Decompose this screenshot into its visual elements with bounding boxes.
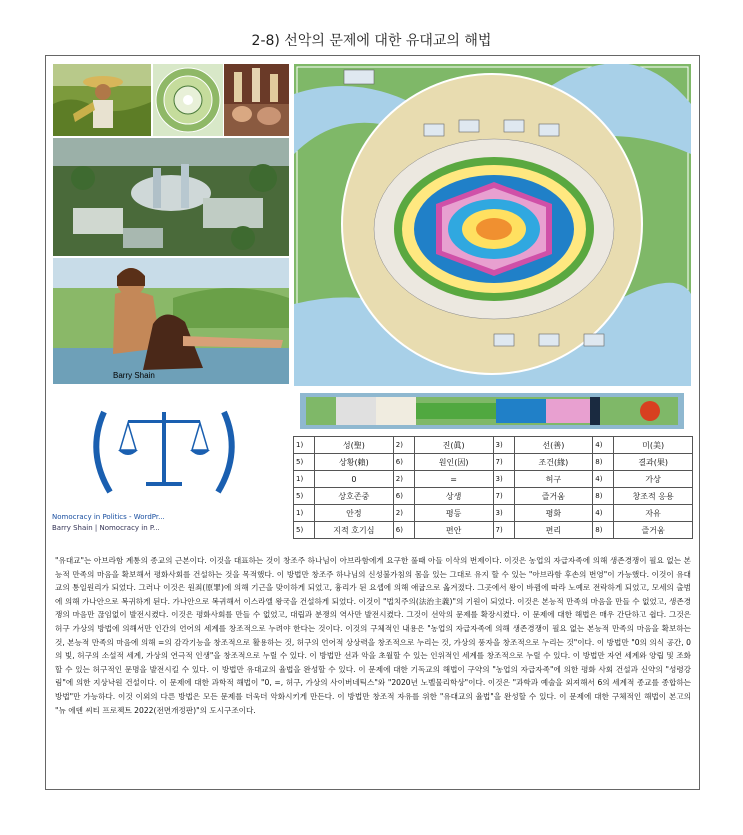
scales-icon (52, 392, 290, 512)
toast-photo (224, 64, 289, 136)
logo-caption-author: Barry Shain | Nomocracy in P... (52, 524, 160, 532)
table-cell-number: 7) (493, 522, 514, 539)
adam-eve-illustration (53, 258, 289, 384)
table-row (294, 471, 693, 488)
logo-caption (52, 512, 252, 534)
table-cell-value: 상황(賴) (315, 454, 394, 471)
table-cell-value: 자유 (614, 505, 693, 522)
table-cell-value: 지적 호기심 (315, 522, 394, 539)
table-cell-value: 편안 (414, 522, 493, 539)
table-cell-number: 3) (493, 437, 514, 454)
table-cell-number: 8) (593, 454, 614, 471)
table-cell-value: 조건(緣) (514, 454, 593, 471)
table-cell-value: 미(美) (614, 437, 693, 454)
table-row (294, 488, 693, 505)
table-cell-value: 허구 (514, 471, 593, 488)
table-cell-number: 4) (593, 471, 614, 488)
values-table (293, 436, 693, 539)
table-cell-value: 평화 (514, 505, 593, 522)
table-cell-number: 8) (593, 522, 614, 539)
table-cell-value: 원인(因) (414, 454, 493, 471)
section-strip-illustration (300, 393, 684, 429)
table-row (294, 437, 693, 454)
table-cell-value: 창조적 응용 (614, 488, 693, 505)
table-cell-value: 가상 (614, 471, 693, 488)
toast-illustration (224, 64, 289, 136)
city-plan-illustration (153, 64, 223, 136)
table-cell-number: 6) (393, 488, 414, 505)
future-city-illustration (53, 138, 289, 256)
table-cell-number: 2) (393, 437, 414, 454)
farmer-illustration (53, 64, 151, 136)
adam-eve-painting (53, 258, 289, 384)
table-cell-number: 3) (493, 505, 514, 522)
table-cell-number: 6) (393, 454, 414, 471)
table-cell-value: 즐거움 (514, 488, 593, 505)
logo-caption-site[interactable]: Nomocracy in Politics - WordPr... (52, 513, 165, 521)
table-cell-value: 결과(果) (614, 454, 693, 471)
painting-signature: Barry Shain (113, 371, 155, 380)
city-master-plan (294, 64, 691, 386)
master-plan-illustration (294, 64, 691, 386)
table-cell-number: 5) (294, 454, 315, 471)
city-section-strip (300, 393, 684, 429)
table-cell-number: 1) (294, 471, 315, 488)
table-cell-number: 7) (493, 488, 514, 505)
table-cell-number: 8) (593, 488, 614, 505)
body-paragraph: "유대교"는 아브라함 계통의 종교의 근본이다. 이것을 대표하는 것이 창조주 하나님이 아브라함에게 요구한 풀때 아들 이삭의 번제이다. 이것은 농업의 자급자족에 의해 생존경쟁이 필요 없는 본능적 만족의 마음을 확보해서 평화사회를 건설하는 것을 목적했다. 이 방법만 창조주 하나님의 신성불가침의 몸을 있는 그대로 유지 할 수 있는 "아브라함 후손의 번영"이 가능했다. 이것이 유대교의 통일원리가 되었다. 그러나 이것은 원죄(原罪)에 의해 기근을 맞이하게 되었고, 흉리가 된 요셉에 의해 애굽으로 옮겨졌다. 그곳에서 왕이 바뀜에 따라 노예로 전락하게 되었고, 모세의 출범에 의해 가나안으로 복귀하게 된다. 가나안으로 복귀해서 이스라엘 왕국을 건설하게 되었다. 이것이 "법치주의(法治主義)"의 기원이 되었다. 이것은 본능적 만족의 마음을 만들 수 없었고, 생존경쟁의 마음만 끊임없이 발전시켰다. 이것은 평화사회를 만들 수 없었고, 대립과 분쟁의 역사만 발전시켰다. 그것이 선악의 문제를 확장시켰다. 이 문제에 대한 해법은 매우 간단하고 쉽다. 그것은 허구 가상의 방법에 의해서만 인간의 언어의 세계를 창조적으로 누려야 한다는 것이다. 이것의 구체적인 내용은 "농업의 자급자족에 의해 생존경쟁이 필요 없는 본능적 만족의 마음을 확보하는 것, 본능적 만족의 마음에 의해 =의 감각기능을 창조적으로 활용하는 것, 허구의 언어적 상상력을 창조적으로 누리는 것, 가상의 풍자을 창조적으로 누리는 것"이다. 이 방법만 "0의 의식 공간, 0의 빛, 허구의 소설적 세계, 가상의 연극적 인생"을 창조적으로 누릴 수 있다. 이 방법만 선과 악을 초월할 수 있는 인위적인 세계를 창조적으로 누릴 수 있다. 이 방법만 자연 세계와 양립 및 조화할 수 있는 허구적인 문명을 발전시킬 수 있다. 이 방법만 유대교의 율법을 완성할 수 있다. 이 문제에 대한 기독교의 해법이 구약의 "농업의 자급자족"에 의한 평화 사회 건설과 신약의 "성령강림"에 의한 지상낙원 건설이다. 이 문제에 대한 과학적 해법이 "0, =, 허구, 가상의 사이버네틱스"와 "2020년 노벨물리학상"이다. 이것은 "과학과 예술을 외져해서 6의 세계적 종교를 종합하는 방법"만 가능하다. 이것 이외의 다른 방법은 모든 문제를 더욱더 악화시키게 만든다. 이 방법만 창조적 자유를 위한 "유대교의 율법"을 완성할 수 있다. 이 문제에 대한 구체적인 해법이 본고의 "뉴 에덴 씨티 프로젝트 2022(전면개정판)"의 도시구조이다. (55, 556, 691, 715)
table-cell-value: 편리 (514, 522, 593, 539)
table-cell-number: 4) (593, 505, 614, 522)
future-city-photo (53, 138, 289, 256)
table-row (294, 522, 693, 539)
table-cell-value: 즐거움 (614, 522, 693, 539)
table-cell-value: 0 (315, 471, 394, 488)
table-cell-value: 진(眞) (414, 437, 493, 454)
table-cell-number: 7) (493, 454, 514, 471)
table-cell-value: 성(聖) (315, 437, 394, 454)
round-city-plan-photo (153, 64, 223, 136)
page-title: 2-8) 선악의 문제에 대한 유대교의 해법 (251, 33, 492, 49)
table-cell-number: 3) (493, 471, 514, 488)
table-cell-number: 1) (294, 505, 315, 522)
table-cell-number: 5) (294, 522, 315, 539)
table-cell-number: 2) (393, 505, 414, 522)
table-cell-value: 평등 (414, 505, 493, 522)
table-cell-value: 상호존중 (315, 488, 394, 505)
table-cell-value: 상생 (414, 488, 493, 505)
farmer-photo (53, 64, 151, 136)
table-row (294, 454, 693, 471)
table-cell-number: 5) (294, 488, 315, 505)
table-cell-number: 2) (393, 471, 414, 488)
table-cell-number: 6) (393, 522, 414, 539)
table-cell-number: 4) (593, 437, 614, 454)
table-cell-value: 안정 (315, 505, 394, 522)
table-row (294, 505, 693, 522)
table-cell-value: 선(善) (514, 437, 593, 454)
table-cell-value: = (414, 471, 493, 488)
table-cell-number: 1) (294, 437, 315, 454)
